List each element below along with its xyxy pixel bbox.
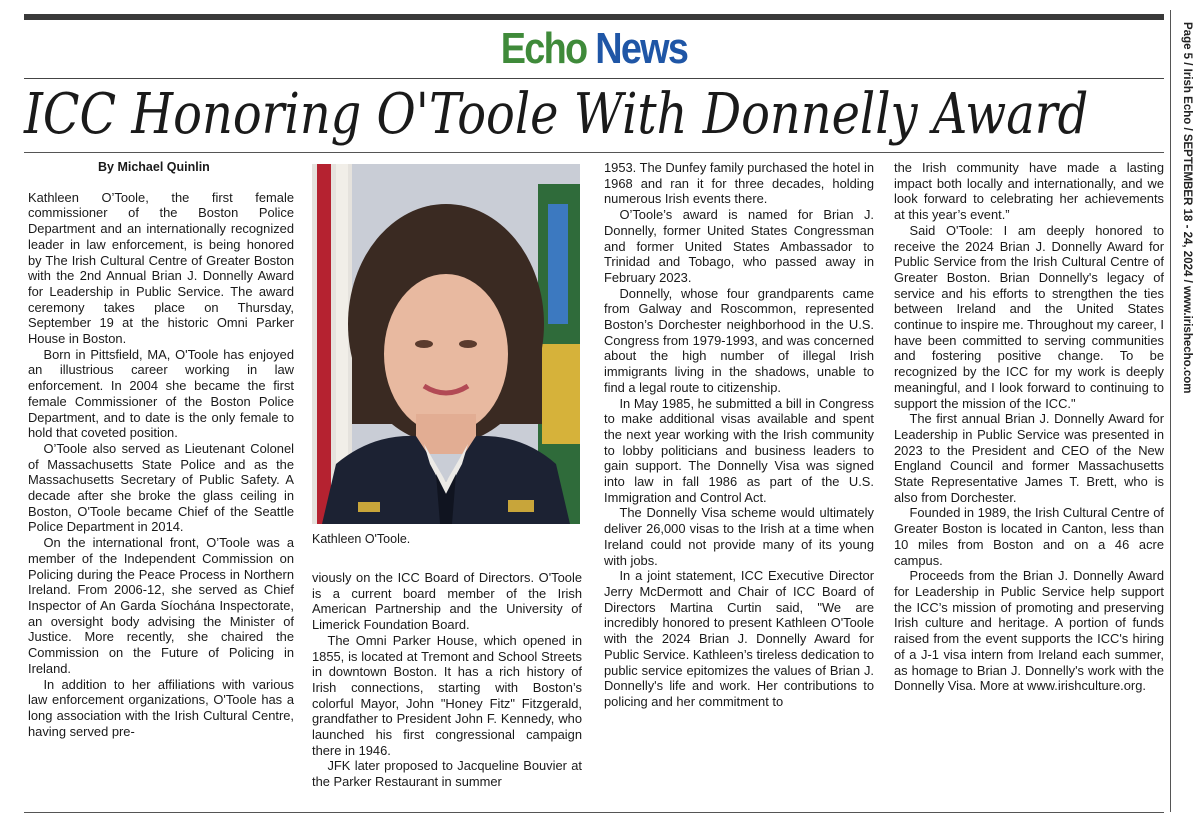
paragraph: Kathleen O’Toole, the first female commissioner of the Boston Police Department and an internationally recognized leader in law enforcement, is being honored by The Irish Cultural Centre of Greater Boston with the 2nd Annual Brian J. Donnelly Award for Leadership in Public Service. The award ceremony takes place on Thursday, September 19 at the historic Omni Parker House in Boston. [28,189,294,347]
page-sidebar [1170,10,1191,812]
folio-text: Page 5 / Irish Echo / SEPTEMBER 18 - 24, 2024 / www.irishecho.com [1181,22,1193,394]
paragraph: Born in Pittsfield, MA, O'Toole has enjoyed an illustrious career working in law enforcement. In 2004 she became the first female Commissioner of the Boston Police Department, and to date is the only female to hold that coveted position. [28,346,294,441]
masthead-news: News [595,24,688,73]
paragraph: Proceeds from the Brian J. Donnelly Award for Leadership in Public Service help support the ICC’s mission of promoting and preserving Irish culture and heritage. A portion of funds raised from the event supports the ICC's hiring of a J-1 visa intern from Ireland each summer, as homage to Brian J. Donnelly's work with the Donnelly Visa. More at www.irishculture.org. [894,568,1164,694]
paragraph: Said O'Toole: I am deeply honored to receive the 2024 Brian J. Donnelly Award for Public Service from the Irish Cultural Centre of Greater Boston. Brian Donnelly's legacy of service and his efforts to strengthen the ties between Ireland and the United States continue to inspire me. Throughout my career, I have been committed to serving communities and fostering positive change. To be recognized by the ICC for my work is deeply meaningful, and I look forward to continuing to support the mission of the ICC." [894,222,1164,411]
paragraph: Founded in 1989, the Irish Cultural Centre of Greater Boston is located in Canton, less than 10 miles from Boston and on a 46 acre campus. [894,505,1164,568]
masthead-rule [24,78,1164,79]
column-1 [28,160,294,739]
column-2 [312,570,582,790]
paragraph: On the international front, O’Toole was a member of the Independent Commission on Policing during the Peace Process in Northern Ireland. From 2006-12, she served as Chief Inspector of An Garda Síochána Inspectorate, an oversight body advising the Minister of Justice. More recently, she chaired the Commission on the Future of Policing in Ireland. [28,535,294,676]
photo-caption: Kathleen O'Toole. [312,532,411,546]
paragraph: the Irish community have made a lasting impact both locally and internationally, and we look forward to celebrating her achievements at this year’s event.” [894,160,1164,223]
paragraph: The first annual Brian J. Donnelly Award for Leadership in Public Service was presented in 2023 to the President and CEO of the New England Council and former Massachusetts State Representative James T. Brett, who is also from Dorchester. [894,411,1164,505]
paragraph: Donnelly, whose four grandparents came from Galway and Roscommon, represented Boston’s Dorchester neighborhood in the U.S. Congress from 1979-1993, and was concerned about the high number of illegal Irish immigrants living in the shadows, unable to find a legal route to citizenship. [604,285,874,395]
paragraph: 1953. The Dunfey family purchased the hotel in 1968 and ran it for three decades, holding numerous Irish events there. [604,160,874,207]
portrait-illustration [312,164,580,524]
masthead [104,22,1084,76]
column-4 [894,160,1164,694]
headline: ICC Honoring O'Toole With Donnelly Award [24,82,1089,147]
masthead-echo: Echo [500,24,587,73]
paragraph: JFK later proposed to Jacqueline Bouvier at the Parker Restaurant in summer [312,758,582,790]
paragraph: The Omni Parker House, which opened in 1855, is located at Tremont and School Streets in downtown Boston. It has a rich history of Irish connections, starting with Boston’s colorful Mayor, John "Honey Fitz" Fitzgerald, grandfather to President John F. Kennedy, who launched his first congressional campaign there in 1946. [312,632,582,758]
bottom-rule [24,812,1164,813]
portrait-photo [312,164,580,524]
paragraph: viously on the ICC Board of Directors. O'Toole is a current board member of the Irish American Partnership and the University of Limerick Foundation Board. [312,570,582,633]
paragraph: In addition to her affiliations with various law enforcement organizations, O'Toole has a long association with the Irish Cultural Centre, having served pre- [28,676,294,739]
paragraph: O’Toole’s award is named for Brian J. Donnelly, former United States Congressman and former United States Ambassador to Trinidad and Tobago, who passed away in February 2023. [604,207,874,285]
top-rule [24,14,1164,20]
byline: By Michael Quinlin [98,160,210,174]
paragraph: The Donnelly Visa scheme would ultimately deliver 26,000 visas to the Irish at a time when Ireland could not provide many of its young with jobs. [604,505,874,568]
column-3 [604,160,874,710]
paragraph: In May 1985, he submitted a bill in Congress to make additional visas available and spent the next year working with the Irish community to lobby politicians and business leaders to gain support. The Donnelly Visa was signed into law in fall 1986 as part of the U.S. Immigration and Control Act. [604,395,874,505]
paragraph: In a joint statement, ICC Executive Director Jerry McDermott and Chair of ICC Board of Directors Martina Curtin said, "We are incredibly honored to present Kathleen O'Toole with the 2024 Brian J. Donnelly Award for Public Service. Kathleen’s tireless dedication to public service epitomizes the values of Brian J. Donnelly's life and work. Her contributions to policing and her commitment to [604,568,874,709]
headline-rule [24,152,1164,153]
paragraph: O’Toole also served as Lieutenant Colonel of Massachusetts State Police and as the Massachusetts Secretary of Public Safety. A decade after she broke the glass ceiling in Boston, O'Toole became Chief of the Seattle Police Department in 2014. [28,440,294,535]
